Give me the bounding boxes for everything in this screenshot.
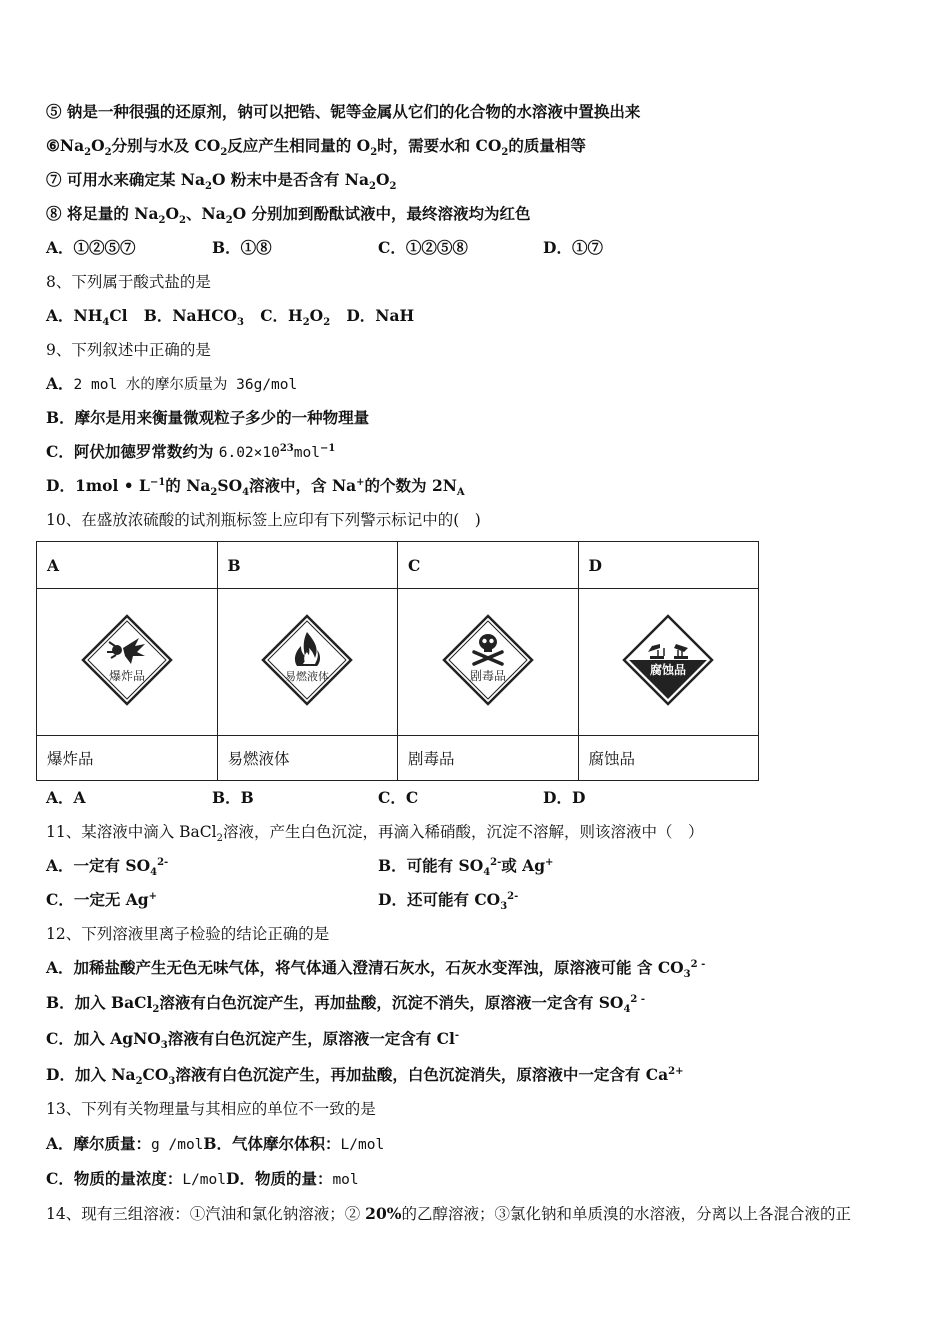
q9-option-d[interactable]: D．1mol • $L^{-1}$的 $Na_2SO_4$溶液中，含 Na+的个数为 $2N_A$ (46, 476, 465, 499)
q13-options-cd[interactable]: C．物质的量浓度：L/molD．物质的量：mol (46, 1169, 359, 1188)
q7-statement-5: ⑤ 钠是一种很强的还原剂，钠可以把锆、铌等金属从它们的化合物的水溶液中置换出来 (46, 102, 641, 121)
explosive-icon (79, 612, 175, 708)
q7-statement-6: $⑥Na_2O_2$分别与水及 $CO_2$反应产生相同量的 $O_2$时，需要水和 $CO_2$的质量相等 (46, 136, 586, 159)
header-c: C (398, 542, 579, 589)
q7-option-b[interactable]: B．①⑧ (212, 238, 272, 257)
q7-statement-7: ⑦ 可用水来确定某 $Na_2O$ 粉末中是否含有 $Na_2O_2$ (46, 170, 397, 193)
q9-option-a[interactable]: A．2 mol 水的摩尔质量为 36g/mol (46, 374, 298, 393)
q7-option-a[interactable]: A．①②⑤⑦ (46, 238, 136, 257)
corrosive-sign-text: 腐蚀品 (650, 663, 687, 677)
q13-stem: 13、下列有关物理量与其相应的单位不一致的是 (46, 1100, 376, 1118)
flammable-sign-cell (217, 589, 398, 736)
q7-option-d[interactable]: D．①⑦ (543, 238, 603, 257)
q12-option-d[interactable]: D．加入 $Na_2CO_3$溶液有白色沉淀产生，再加盐酸，白色沉淀消失，原溶液中一定含有 $Ca^{2+}$ (46, 1065, 684, 1088)
label-explosive: 爆炸品 (37, 736, 218, 781)
toxic-sign-cell (398, 589, 579, 736)
q11-option-d[interactable]: D．还可能有 $CO_3^{2-}$ (378, 890, 519, 913)
q11-option-a[interactable]: A．一定有 $SO_4^{2-}$ (46, 856, 169, 879)
label-corrosive: 腐蚀品 (578, 736, 759, 781)
flammable-sign-text: 易燃液体 (285, 670, 330, 683)
q12-option-b[interactable]: B．加入 BaCl$_2$溶液有白色沉淀产生，再加盐酸，沉淀不消失，原溶液一定含有 $SO_4^{2 -}$ (46, 993, 646, 1016)
q10-option-b[interactable]: B．B (212, 788, 254, 807)
q8-options[interactable]: A．$NH_4Cl$ B．NaHCO$_3$ C．$H_2O_2$ D．NaH (46, 306, 415, 329)
q12-stem: 12、下列溶液里离子检验的结论正确的是 (46, 925, 330, 943)
label-toxic: 剧毒品 (398, 736, 579, 781)
q13-options-ab[interactable]: A．摩尔质量：g /molB．气体摩尔体积：L/mol (46, 1134, 385, 1153)
header-d: D (578, 542, 759, 589)
flame-icon (259, 612, 355, 708)
q11-option-b[interactable]: B．可能有 $SO_4^{2-}$或 Ag+ (378, 856, 554, 879)
q9-option-b[interactable]: B．摩尔是用来衡量微观粒子多少的一种物理量 (46, 408, 370, 427)
q7-option-c[interactable]: C．①②⑤⑧ (378, 238, 468, 257)
q10-stem: 10、在盛放浓硫酸的试剂瓶标签上应印有下列警示标记中的( ) (46, 511, 481, 529)
q11-stem: 11、某溶液中滴入 BaCl$_2$溶液，产生白色沉淀，再滴入稀硝酸，沉淀不溶解，则该溶液中（ ） (46, 823, 704, 845)
header-b: B (217, 542, 398, 589)
toxic-sign-text: 剧毒品 (469, 669, 506, 683)
q10-option-a[interactable]: A．A (46, 788, 86, 807)
q11-option-c[interactable]: C．一定无 Ag+ (46, 890, 157, 909)
q9-stem: 9、下列叙述中正确的是 (46, 341, 211, 359)
hazard-sign-table (36, 541, 759, 781)
q10-option-d[interactable]: D．D (543, 788, 586, 807)
q9-option-c[interactable]: C．阿伏加德罗常数约为 $6.02\times 10^{23}mol^{-1}$ (46, 442, 336, 461)
q12-option-a[interactable]: A．加稀盐酸产生无色无味气体，将气体通入澄清石灰水，石灰水变浑浊，原溶液可能 含 $CO_3^{2 -}$ (46, 958, 706, 981)
corrosive-sign-cell (578, 589, 759, 736)
q10-option-c[interactable]: C．C (378, 788, 419, 807)
q8-stem: 8、下列属于酸式盐的是 (46, 273, 211, 291)
label-flammable: 易燃液体 (217, 736, 398, 781)
corrosive-icon (620, 612, 716, 708)
explosive-sign-cell (37, 589, 218, 736)
header-a: A (37, 542, 218, 589)
skull-icon (440, 612, 536, 708)
explosive-sign-text: 爆炸品 (108, 669, 145, 683)
q12-option-c[interactable]: C．加入 AgNO$_3$溶液有白色沉淀产生，原溶液一定含有 Cl- (46, 1029, 460, 1052)
q14-stem: 14、现有三组溶液：①汽油和氯化钠溶液；② 20%的乙醇溶液；③氯化钠和单质溴的水溶液，分离以上各混合液的正 (46, 1204, 851, 1223)
q7-statement-8: ⑧ 将足量的 $Na_2O_2$、$Na_2O$ 分别加到酚酞试液中，最终溶液均为红色 (46, 204, 531, 227)
